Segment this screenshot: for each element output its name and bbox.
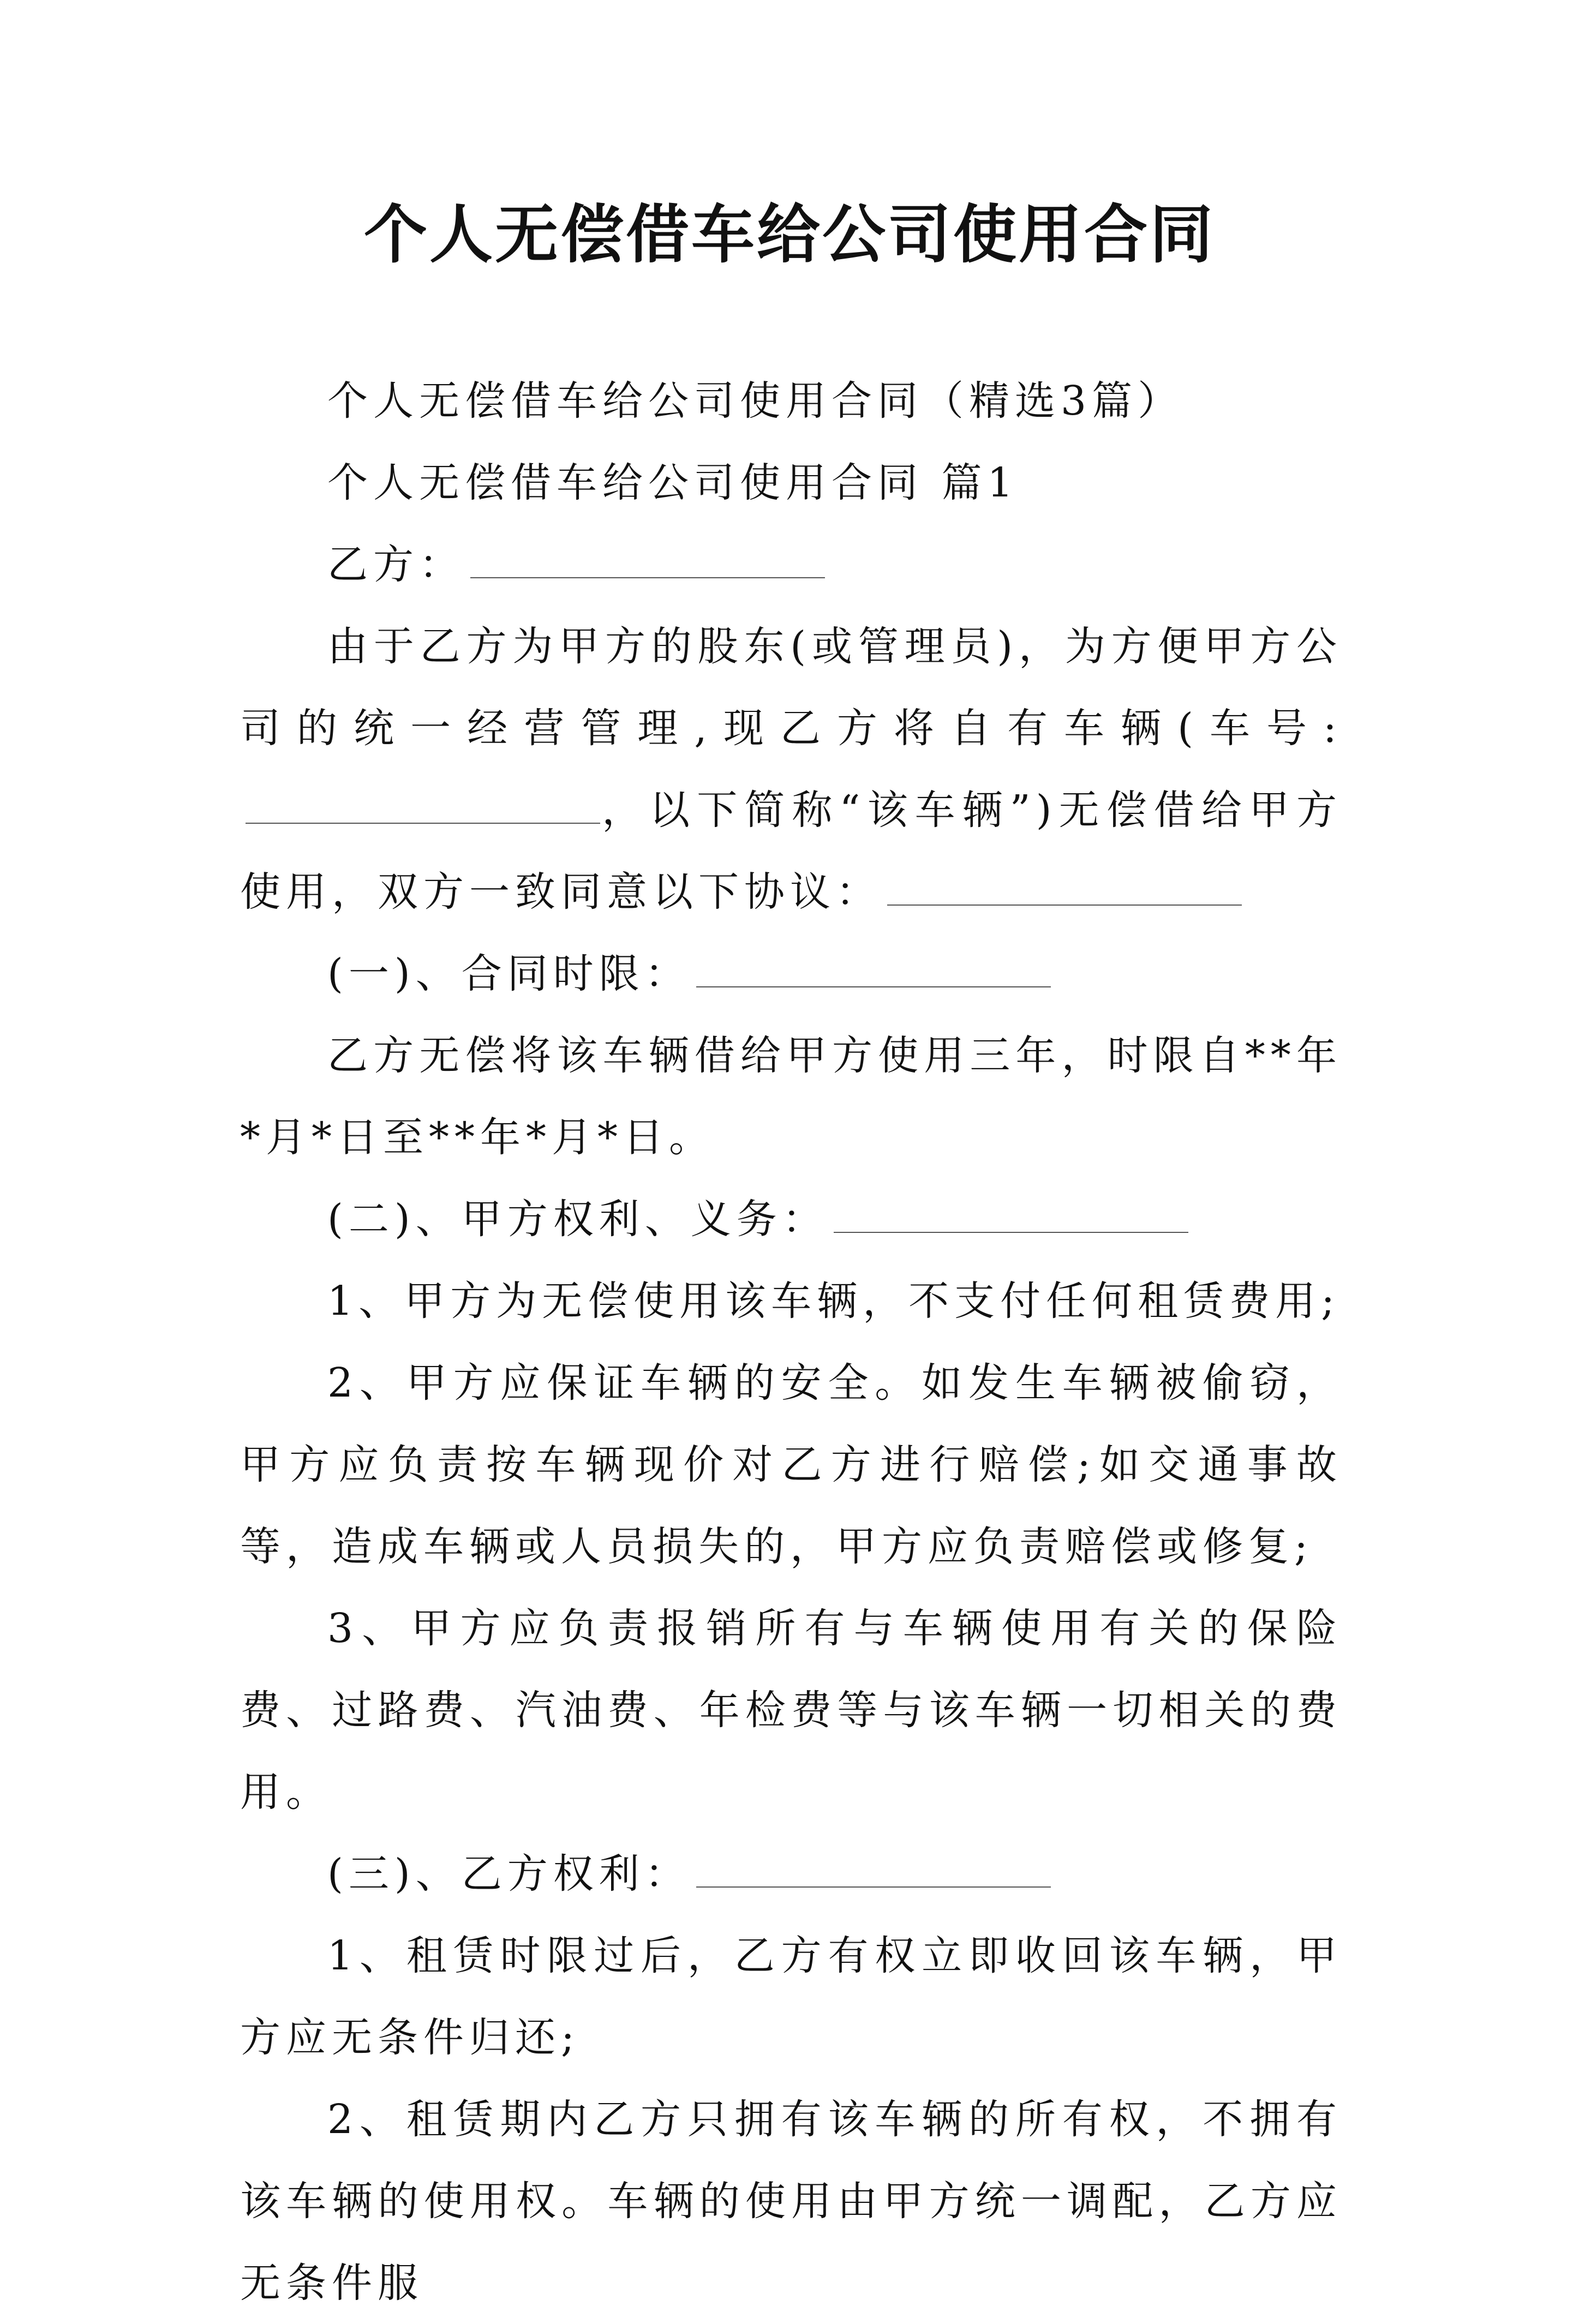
paragraph-text: 个人无偿借车给公司使用合同（精选3篇） — [327, 378, 1184, 424]
fill-in-blank[interactable] — [696, 1854, 1051, 1888]
paragraph-item — [240, 1915, 1342, 2079]
fill-in-blank[interactable] — [834, 1199, 1188, 1233]
document-body — [240, 360, 1342, 2324]
paragraph-item — [240, 1588, 1342, 1833]
paragraph-item — [240, 1260, 1342, 1342]
paragraph-text: 2、租赁期内乙方只拥有该车辆的所有权，不拥有该车辆的使用权。车辆的使用由甲方统一调配，乙方应无条件服 — [240, 2096, 1342, 2307]
paragraph-item — [240, 1342, 1342, 1588]
document-title: 个人无偿借车给公司使用合同 — [364, 197, 1215, 272]
paragraph-clause-heading-3 — [240, 1833, 1342, 1915]
paragraph-subtitle — [240, 360, 1342, 442]
paragraph-text: 个人无偿借车给公司使用合同 篇1 — [327, 459, 1019, 506]
fill-in-blank[interactable] — [887, 872, 1242, 906]
paragraph-text: 乙方： — [327, 541, 465, 588]
paragraph-term — [240, 1015, 1342, 1178]
paragraph-item — [240, 2079, 1342, 2324]
paragraph-text: (三)、乙方权利： — [327, 1850, 691, 1897]
paragraph-text-after: ，以下简称“该车辆”)无偿借给甲方使用，双方一致同意以下协议： — [240, 787, 1342, 915]
paragraph-text: 3、甲方应负责报销所有与车辆使用有关的保险费、过路费、汽油费、年检费等与该车辆一切相关的费用。 — [240, 1605, 1342, 1816]
paragraph-text: 1、租赁时限过后，乙方有权立即收回该车辆，甲方应无条件归还; — [240, 1932, 1342, 2061]
paragraph-text: 2、甲方应保证车辆的安全。如发生车辆被偷窃，甲方应负责按车辆现价对乙方进行赔偿;如交通事故等，造成车辆或人员损失的，甲方应负责赔偿或修复; — [240, 1359, 1342, 1570]
fill-in-blank-plate-number[interactable] — [246, 790, 600, 824]
paragraph-party-b — [240, 524, 1342, 606]
paragraph-text: (一)、合同时限： — [327, 950, 691, 997]
paragraph-text: (二)、甲方权利、义务： — [327, 1196, 828, 1243]
paragraph-text: 乙方无偿将该车辆借给甲方使用三年，时限自**年*月*日至**年*月*日。 — [240, 1032, 1342, 1161]
paragraph-section-heading — [240, 442, 1342, 524]
paragraph-preamble — [240, 606, 1342, 933]
fill-in-blank[interactable] — [470, 544, 825, 578]
paragraph-clause-heading-1 — [240, 933, 1342, 1015]
paragraph-text: 1、甲方为无偿使用该车辆，不支付任何租赁费用; — [327, 1278, 1341, 1325]
paragraph-text: 由于乙方为甲方的股东(或管理员)，为方便甲方公司的统一经营管理,现乙方将自有车辆(车号: — [240, 623, 1342, 752]
paragraph-clause-heading-2 — [240, 1178, 1342, 1260]
fill-in-blank[interactable] — [696, 954, 1051, 987]
